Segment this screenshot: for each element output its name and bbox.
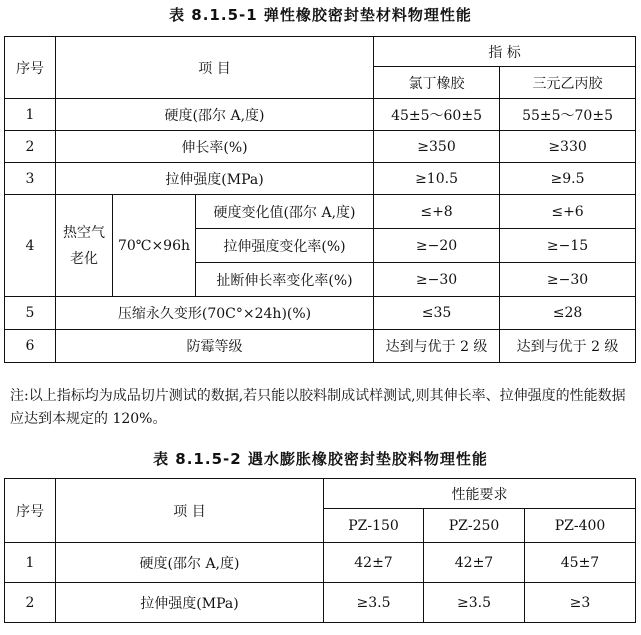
row-value: ≤+8 (374, 195, 500, 229)
table1-title: 表 8.1.5-1 弹性橡胶密封垫材料物理性能 (169, 6, 472, 24)
t2-perf-header: 性能要求 (324, 479, 636, 509)
table1 (4, 36, 636, 363)
row-value: 45±5～60±5 (374, 99, 500, 131)
row-item: 扯断伸长率变化率(%) (196, 263, 374, 297)
row-number: 3 (5, 163, 56, 195)
row-value: ≤35 (374, 297, 500, 330)
t2-col3-header: PZ-400 (525, 509, 636, 543)
table-row (5, 99, 636, 131)
row-number: 5 (5, 297, 56, 330)
row-value: ≥9.5 (500, 163, 636, 195)
row-number: 1 (5, 543, 56, 583)
table-row (5, 583, 636, 623)
table-row (5, 131, 636, 163)
table2-title: 表 8.1.5-2 遇水膨胀橡胶密封垫胶料物理性能 (153, 450, 488, 468)
row-value: 45±7 (525, 543, 636, 583)
aging-condition: 70℃×96h (113, 195, 196, 297)
row-value: ≥3.5 (424, 583, 525, 623)
row-number: 6 (5, 330, 56, 363)
row-value: 42±7 (424, 543, 525, 583)
row-number: 1 (5, 99, 56, 131)
row-item: 硬度变化值(邵尔 A,度) (196, 195, 374, 229)
row-number: 2 (5, 583, 56, 623)
row-value: ≥−15 (500, 229, 636, 263)
row-item: 拉伸强度(MPa) (56, 583, 324, 623)
row-value: 55±5～70±5 (500, 99, 636, 131)
row-value: ≥−20 (374, 229, 500, 263)
row-item: 拉伸强度变化率(%) (196, 229, 374, 263)
row-value: ≥3.5 (324, 583, 424, 623)
t1-seq-header: 序号 (5, 37, 56, 99)
table-row (5, 543, 636, 583)
t1-col2-header: 三元乙丙胶 (500, 67, 636, 99)
row-item: 拉伸强度(MPa) (56, 163, 374, 195)
row-item: 硬度(邵尔 A,度) (56, 99, 374, 131)
row-number: 4 (5, 195, 56, 297)
row-item: 压缩永久变形(70C°×24h)(%) (56, 297, 374, 330)
table-row (5, 163, 636, 195)
row-value: ≤+6 (500, 195, 636, 229)
t2-item-header: 项 目 (56, 479, 324, 543)
t2-col1-header: PZ-150 (324, 509, 424, 543)
t2-col2-header: PZ-250 (424, 509, 525, 543)
row-item: 硬度(邵尔 A,度) (56, 543, 324, 583)
row-item: 防霉等级 (56, 330, 374, 363)
table-row (5, 297, 636, 330)
table-row (5, 195, 636, 229)
table-row (5, 330, 636, 363)
t1-item-header: 项 目 (56, 37, 374, 99)
row-value: 达到与优于 2 级 (374, 330, 500, 363)
row-value: ≥10.5 (374, 163, 500, 195)
row-value: ≥3 (525, 583, 636, 623)
table2 (4, 478, 636, 623)
row-value: 达到与优于 2 级 (500, 330, 636, 363)
table1-footnote: 注:以上指标均为成品切片测试的数据,若只能以胶料制成试样测试,则其伸长率、拉伸强度的性能数据应达到本规定的 120%。 (10, 388, 626, 427)
row-value: ≥−30 (374, 263, 500, 297)
row-number: 2 (5, 131, 56, 163)
row-item: 伸长率(%) (56, 131, 374, 163)
row-value: ≥−30 (500, 263, 636, 297)
row-value: ≥350 (374, 131, 500, 163)
t1-indicator-header: 指 标 (374, 37, 636, 67)
row-value: 42±7 (324, 543, 424, 583)
row-value: ≥330 (500, 131, 636, 163)
t2-seq-header: 序号 (5, 479, 56, 543)
t1-col1-header: 氯丁橡胶 (374, 67, 500, 99)
row-value: ≤28 (500, 297, 636, 330)
aging-group-label: 热空气老化 (56, 195, 113, 297)
